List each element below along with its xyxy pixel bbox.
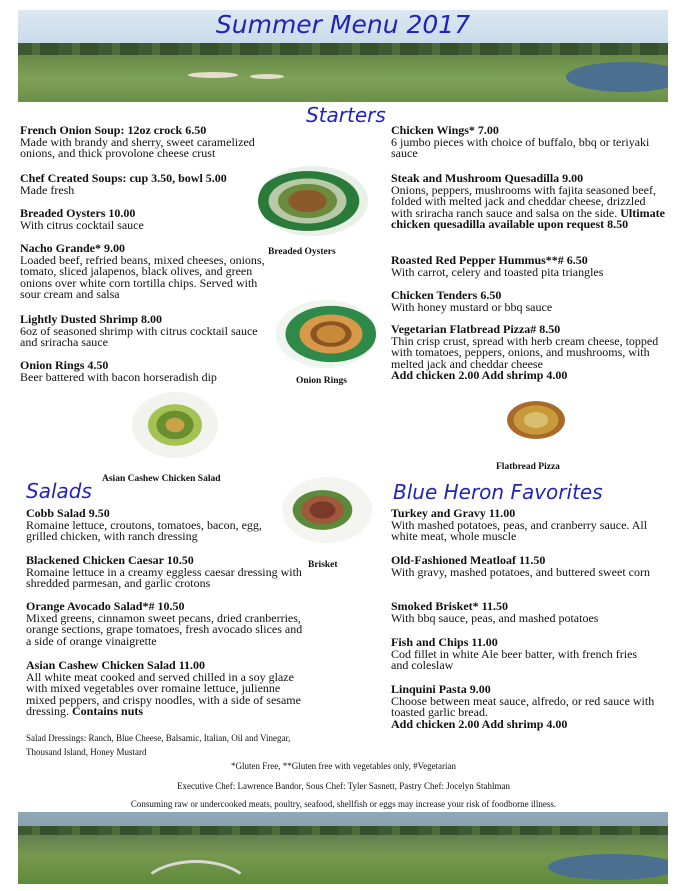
caption-onion-rings: Onion Rings	[296, 376, 347, 386]
item-name: Nacho Grande* 9.00	[20, 241, 125, 255]
pond	[566, 62, 668, 92]
footer-banner	[18, 812, 668, 884]
item-description	[26, 669, 304, 718]
salad-dressings-note: Salad Dressings: Ranch, Blue Cheese, Balsamic, Italian, Oil and Vinegar, Thousand Island, Honey Mustard	[26, 733, 291, 757]
caption-asian-salad: Asian Cashew Chicken Salad	[102, 474, 221, 484]
item-description: Cod fillet in white Ale beer batter, with french fries and coleslaw	[391, 646, 638, 672]
item-description	[391, 182, 669, 231]
item-description: Made with brandy and sherry, sweet caramelized onions, and thick provolone cheese crust	[20, 134, 255, 160]
flatbread-photo	[490, 390, 582, 450]
item-description: With mashed potatoes, peas, and cranberry sauce. All white meat, whole muscle	[391, 517, 648, 543]
menu-item	[391, 637, 653, 672]
chef-credits: Executive Chef: Lawrence Bandor, Sous Chef: Tyler Sasnett, Pastry Chef: Jocelyn Stahlman	[176, 781, 511, 791]
treeline	[18, 43, 668, 55]
menu-item	[20, 173, 280, 196]
item-extra: Add chicken 2.00 Add shrimp 4.00	[391, 716, 568, 731]
menu-item	[391, 125, 666, 160]
item-extra: Add chicken 2.00 Add shrimp 4.00	[391, 368, 568, 382]
menu-item	[26, 555, 316, 590]
item-name: Turkey and Gravy 11.00	[391, 506, 516, 520]
menu-item	[391, 173, 669, 231]
item-name: Chicken Wings* 7.00	[391, 123, 499, 137]
menu-item	[391, 324, 666, 382]
item-description: Thin crisp crust, spread with herb cream cheese, topped with tomatoes, peppers, onions, and mushrooms, with melted jack and cheddar cheese	[391, 333, 659, 371]
menu-item	[20, 208, 260, 231]
item-description: Loaded beef, refried beans, mixed cheeses, onions, tomato, sliced jalapenos, black olives, and green onions over white corn tortilla chips. Served with sour cream and salsa	[20, 252, 265, 301]
item-description: With gravy, mashed potatoes, and buttered sweet corn	[391, 564, 650, 579]
item-description: 6oz of seasoned shrimp with citrus cocktail sauce and sriracha sauce	[20, 323, 258, 349]
caption-breaded-oysters: Breaded Oysters	[268, 247, 336, 257]
item-description: Choose between meat sauce, alfredo, or red sauce with toasted garlic bread.	[391, 693, 655, 719]
item-name: Fish and Chips 11.00	[391, 635, 498, 649]
item-description: Made fresh	[20, 182, 75, 197]
item-description: Romaine lettuce in a creamy eggless caesar dressing with shredded parmesan, and garlic crotons	[26, 564, 302, 590]
sand-bunker	[250, 74, 284, 79]
item-name: Chef Created Soups: cup 3.50, bowl 5.00	[20, 171, 227, 185]
item-extra: Ultimate chicken quesadilla available upon request 8.50	[391, 205, 665, 231]
health-warning: Consuming raw or undercooked meats, poultry, seafood, shellfish or eggs may increase your risk of foodborne illness.	[130, 799, 557, 809]
menu-item	[20, 314, 270, 349]
caption-brisket: Brisket	[308, 560, 338, 570]
item-name: Roasted Red Pepper Hummus**# 6.50	[391, 253, 588, 267]
sand-bunker	[188, 72, 238, 78]
menu-item	[20, 360, 280, 383]
item-name: Lightly Dusted Shrimp 8.00	[20, 312, 163, 326]
menu-item	[391, 684, 669, 730]
menu-item	[391, 290, 666, 313]
section-title-favorites: Blue Heron Favorites	[393, 480, 603, 504]
menu-item	[26, 508, 282, 543]
header-banner	[18, 10, 668, 102]
item-name: Breaded Oysters 10.00	[20, 206, 136, 220]
item-name: Onion Rings 4.50	[20, 358, 109, 372]
menu-item	[26, 601, 304, 647]
item-name: Old-Fashioned Meatloaf 11.50	[391, 553, 546, 567]
item-description-text: All white meat cooked and served chilled in a soy glaze with mixed vegetables over romaine lettuce, julienne mixed peppers, and crispy noodles, with a side of sesame dressing.	[26, 669, 301, 718]
page-title: Summer Menu 2017	[215, 10, 471, 39]
item-name: French Onion Soup: 12oz crock 6.50	[20, 123, 207, 137]
section-title-starters: Starters	[306, 103, 386, 127]
item-name: Cobb Salad 9.50	[26, 506, 110, 520]
item-description: With carrot, celery and toasted pita triangles	[391, 264, 604, 279]
item-name: Orange Avocado Salad*# 10.50	[26, 599, 185, 613]
pond	[548, 854, 668, 880]
cart-path	[138, 860, 254, 884]
dietary-legend: *Gluten Free, **Gluten free with vegetables only, #Vegetarian	[230, 761, 457, 771]
item-description: Romaine lettuce, croutons, tomatoes, bacon, egg, grilled chicken, with ranch dressing	[26, 517, 262, 543]
item-description-text: Onions, peppers, mushrooms with fajita seasoned beef, folded with melted jack and cheddar cheese, drizzled with sriracha ranch sauce and salsa on the side.	[391, 182, 656, 220]
treeline	[18, 826, 668, 835]
item-description: With bbq sauce, peas, and mashed potatoes	[391, 610, 599, 625]
menu-item	[20, 243, 272, 301]
menu-item	[391, 601, 663, 624]
menu-item	[26, 660, 304, 718]
breaded-oysters-photo	[258, 166, 368, 236]
menu-item	[391, 555, 663, 578]
item-name: Steak and Mushroom Quesadilla 9.00	[391, 171, 584, 185]
item-description: 6 jumbo pieces with choice of buffalo, bbq or teriyaki sauce	[391, 134, 650, 160]
item-description: With honey mustard or bbq sauce	[391, 299, 553, 314]
item-name: Blackened Chicken Caesar 10.50	[26, 553, 194, 567]
item-name: Asian Cashew Chicken Salad 11.00	[26, 658, 206, 672]
item-description: With citrus cocktail sauce	[20, 217, 144, 232]
item-name: Chicken Tenders 6.50	[391, 288, 502, 302]
menu-item	[391, 255, 666, 278]
caption-flatbread: Flatbread Pizza	[496, 462, 560, 472]
section-title-salads: Salads	[26, 479, 92, 503]
item-name: Linquini Pasta 9.00	[391, 682, 491, 696]
onion-rings-photo	[276, 300, 376, 368]
brisket-photo	[282, 477, 372, 543]
item-name: Vegetarian Flatbread Pizza# 8.50	[391, 322, 561, 336]
menu-item	[20, 125, 292, 160]
item-name: Smoked Brisket* 11.50	[391, 599, 509, 613]
asian-salad-photo	[132, 392, 218, 458]
item-extra: Contains nuts	[72, 704, 144, 718]
item-description: Mixed greens, cinnamon sweet pecans, dried cranberries, orange sections, grape tomatoes, fresh avocado slices and a side of orange vinaigrette	[26, 610, 303, 648]
menu-item	[391, 508, 669, 543]
item-description: Beer battered with bacon horseradish dip	[20, 369, 217, 384]
